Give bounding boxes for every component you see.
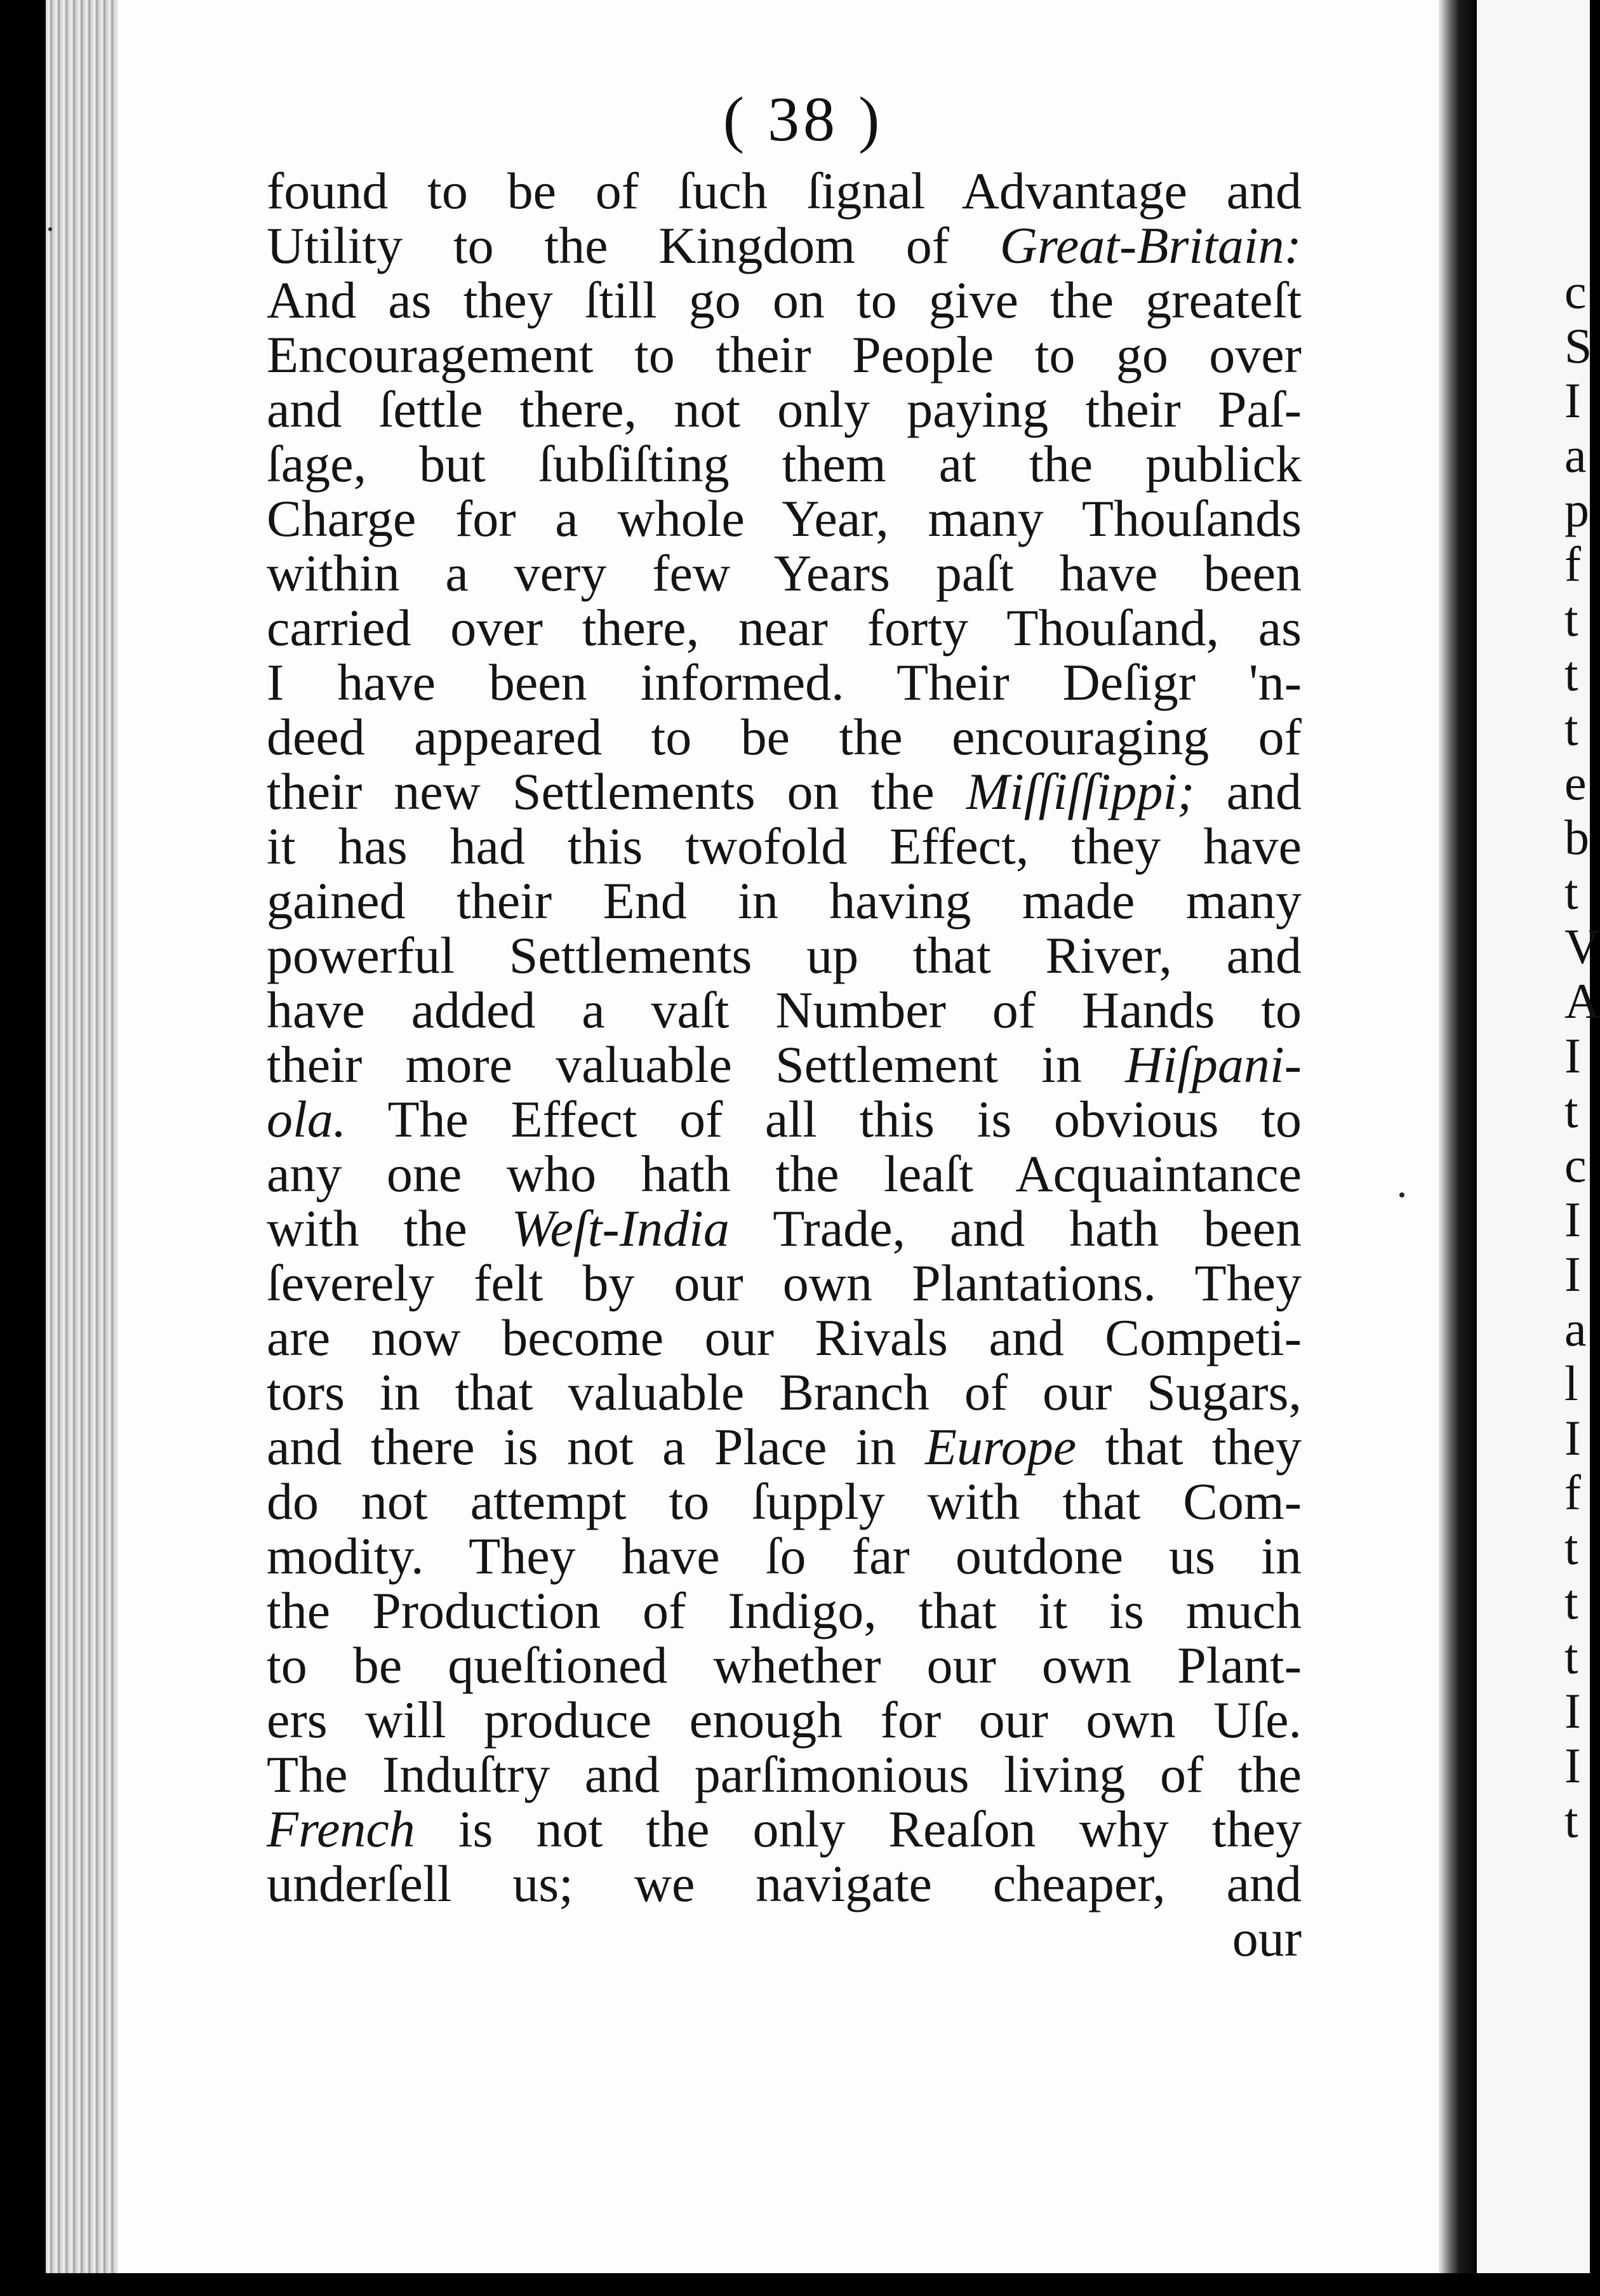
facing-page-letter: b	[1564, 810, 1589, 865]
facing-page-letter: c	[1564, 1137, 1587, 1192]
text-line: I have been informed. Their Deſigr 'n-	[267, 653, 1302, 711]
facing-page-letter: a	[1564, 1301, 1587, 1356]
facing-page-letter: S	[1564, 318, 1592, 373]
facing-page-letter: t	[1564, 1629, 1578, 1684]
text-line: powerful Settlements up that River, and	[267, 926, 1302, 984]
facing-page-letter: t	[1564, 864, 1578, 919]
page-number: ( 38 )	[723, 84, 884, 154]
facing-page-letter: V	[1564, 919, 1600, 974]
text-line: to be queſtioned whether our own Plant-	[267, 1636, 1302, 1694]
text-line: French is not the only Reaſon why they	[267, 1800, 1302, 1858]
facing-page-letter: p	[1564, 482, 1589, 537]
facing-page-letter: a	[1564, 427, 1587, 483]
ink-speck	[1399, 1192, 1404, 1198]
book-gutter	[1439, 0, 1477, 2296]
facing-page-letter: e	[1564, 755, 1587, 810]
facing-page-letter: I	[1564, 1246, 1581, 1302]
facing-page-letter: I	[1564, 1410, 1581, 1465]
text-line: and ſettle there, not only paying their Paſ-	[267, 380, 1302, 438]
facing-page-letter: f	[1564, 537, 1581, 592]
facing-page-letter: A	[1564, 973, 1600, 1029]
facing-page-letter: I	[1564, 373, 1581, 428]
facing-page-letter: t	[1564, 700, 1578, 756]
facing-page-letter: I	[1564, 1028, 1581, 1083]
text-line: ola. The Effect of all this is obvious to	[267, 1090, 1302, 1148]
text-line: deed appeared to be the encouraging of	[267, 708, 1302, 766]
facing-page-letter: t	[1564, 1574, 1578, 1629]
catchword: our	[1232, 1909, 1302, 1967]
text-line: found to be of ſuch ſignal Advantage and	[267, 162, 1302, 220]
text-line: Encouragement to their People to go over	[267, 326, 1302, 384]
facing-page-letter: l	[1564, 1356, 1578, 1411]
text-line: do not attempt to ſupply with that Com-	[267, 1472, 1302, 1530]
facing-page-letter: t	[1564, 646, 1578, 701]
ink-speck	[48, 227, 52, 231]
page-body-text	[267, 164, 1302, 1966]
text-line: their more valuable Settlement in Hiſpani-	[267, 1036, 1302, 1093]
text-line: have added a vaſt Number of Hands to	[267, 981, 1302, 1039]
text-line: within a very few Years paſt have been	[267, 544, 1302, 602]
text-line: Utility to the Kingdom of Great-Britain:	[267, 217, 1302, 274]
facing-page-letter: f	[1564, 1465, 1581, 1520]
facing-page-letter: t	[1564, 1083, 1578, 1138]
text-line: and there is not a Place in Europe that they	[267, 1418, 1302, 1476]
text-line: And as they ſtill go on to give the greateſt	[267, 271, 1302, 329]
text-line: Charge for a whole Year, many Thouſands	[267, 490, 1302, 547]
text-line: it has had this twofold Effect, they have	[267, 817, 1302, 875]
text-line: any one who hath the leaſt Acquaintance	[267, 1145, 1302, 1203]
text-line: ers will produce enough for our own Uſe.	[267, 1691, 1302, 1749]
facing-page-letter: c	[1564, 264, 1587, 319]
text-line: modity. They have ſo far outdone us in	[267, 1527, 1302, 1585]
facing-page-letter: t	[1564, 1519, 1578, 1575]
text-line: tors in that valuable Branch of our Sugars,	[267, 1363, 1302, 1421]
text-line: underſell us; we navigate cheaper, and	[267, 1855, 1302, 1912]
text-line: ſage, but ſubſiſting them at the publick	[267, 435, 1302, 493]
text-line: the Production of Indigo, that it is much	[267, 1582, 1302, 1639]
text-line: ſeverely felt by our own Plantations. They	[267, 1254, 1302, 1312]
text-line: The Induſtry and parſimonious living of the	[267, 1745, 1302, 1803]
text-line: are now become our Rivals and Competi-	[267, 1309, 1302, 1366]
facing-page-letter: t	[1564, 1792, 1578, 1848]
book-fore-edge	[46, 0, 121, 2296]
text-line: carried over there, near forty Thouſand, as	[267, 599, 1302, 657]
facing-page-letter: I	[1564, 1192, 1581, 1247]
text-line: gained their End in having made many	[267, 872, 1302, 930]
scan-bottom-border	[0, 2273, 1590, 2296]
text-line: with the Weſt-India Trade, and hath been	[267, 1199, 1302, 1257]
facing-page-letter: t	[1564, 591, 1578, 646]
facing-page-letter: I	[1564, 1683, 1581, 1739]
facing-page-letter: I	[1564, 1738, 1581, 1793]
facing-page-edge	[1477, 0, 1600, 2296]
text-line: their new Settlements on the Miſſiſſippi; and	[267, 763, 1302, 820]
